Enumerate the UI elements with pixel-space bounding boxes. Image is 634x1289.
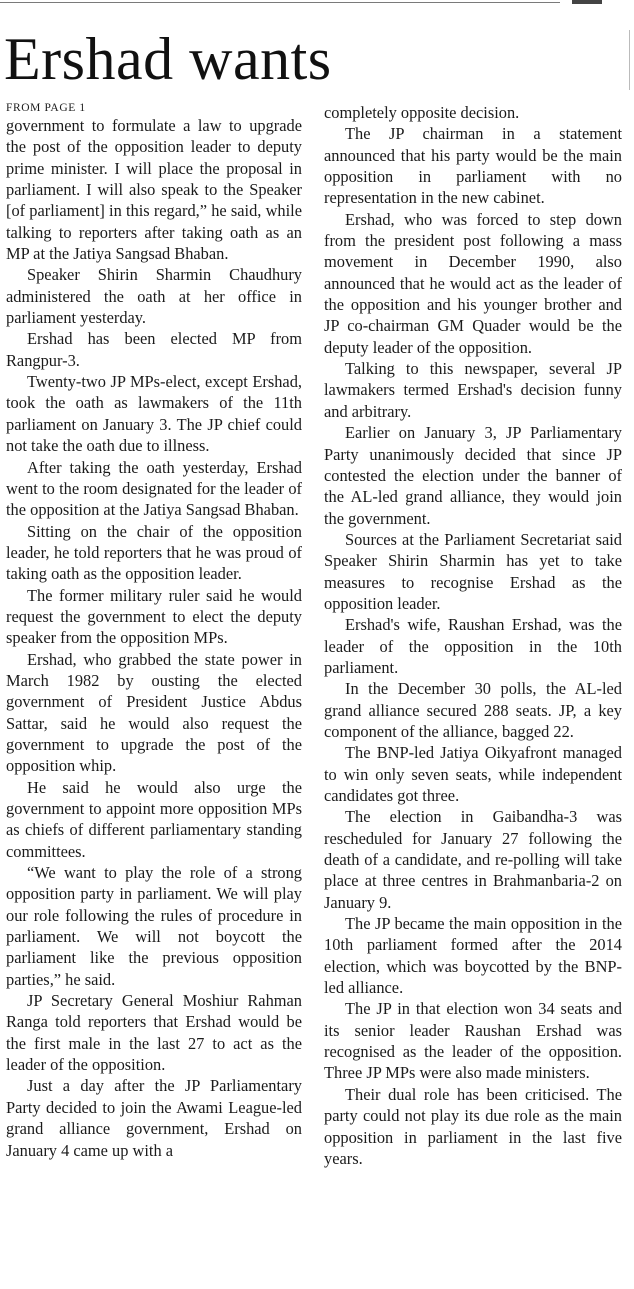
paragraph: Twenty-two JP MPs-elect, except Ershad, took the oath as lawmakers of the 11th parliament on January 3. The JP chief could not take the oath due to illness. [6,372,302,456]
paragraph: The JP became the main opposition in the 10th parliament formed after the 2014 election, which was boycotted by the BNP-led alliance. [324,914,622,998]
paragraph: Sitting on the chair of the opposition leader, he told reporters that he was proud of taking oath as the opposition leader. [6,521,302,584]
paragraph: The BNP-led Jatiya Oikyafront managed to win only seven seats, while independent candidates got three. [324,743,622,805]
paragraph: In the December 30 polls, the AL-led grand alliance secured 288 seats. JP, a key component of the alliance, bagged 22. [324,679,622,741]
paragraph: Talking to this newspaper, several JP lawmakers termed Ershad's decision funny and arbitrary. [324,359,622,421]
paragraph: The JP chairman in a statement announced that his party would be the main opposition in parliament with no representation in the new cabinet. [324,124,622,208]
paragraph: Earlier on January 3, JP Parliamentary Party unanimously decided that since JP contested the election under the banner of the AL-led grand alliance, they would join the government. [324,423,622,528]
adjacent-column-edge [629,30,630,90]
paragraph: The former military ruler said he would request the government to elect the deputy speaker from the opposition MPs. [6,585,302,648]
paragraph: government to formulate a law to upgrade the post of the opposition leader to deputy prime minister. I will place the proposal in parliament. I will also speak to the Speaker [of parliament] in this regard,” he said, while talking to reporters after taking oath as an MP at the Jatiya Sangsad Bhaban. [6,116,302,264]
paragraph: completely opposite decision. [324,103,520,122]
paragraph: He said he would also urge the government to appoint more opposition MPs as chiefs of different parliamentary standing committees. [6,777,302,861]
paragraph: Ershad's wife, Raushan Ershad, was the leader of the opposition in the 10th parliament. [324,615,622,677]
continuation-kicker: FROM PAGE 1 [6,102,86,114]
page-corner-mark [572,0,602,4]
paragraph: The election in Gaibandha-3 was rescheduled for January 27 following the death of a candidate, and re-polling will take place at three centres in Brahmanbaria-2 on January 9. [324,807,622,912]
top-rule [0,2,560,3]
headline: Ershad wants [4,26,332,92]
paragraph: Sources at the Parliament Secretariat said Speaker Shirin Sharmin has yet to take measures to recognise Ershad as the opposition leader. [324,529,622,613]
paragraph: Ershad, who was forced to step down from the president post following a mass movement in December 1990, also announced that he would act as the leader of the opposition and his younger brother and JP co-chairman GM Quader would be the deputy leader of the opposition. [324,209,622,357]
paragraph: JP Secretary General Moshiur Rahman Ranga told reporters that Ershad would be the first male in the last 27 to act as the leader of the opposition. [6,991,302,1075]
article-column-right [324,102,622,1169]
paragraph: Speaker Shirin Sharmin Chaudhury administered the oath at her office in parliament yesterday. [6,265,302,328]
paragraph: Just a day after the JP Parliamentary Party decided to join the Awami League-led grand alliance government, Ershad on January 4 came up with a [6,1076,302,1160]
paragraph: After taking the oath yesterday, Ershad went to the room designated for the leader of the opposition at the Jatiya Sangsad Bhaban. [6,457,302,520]
article-column-left [6,102,302,1161]
paragraph: “We want to play the role of a strong opposition party in parliament. We will play our role following the rules of procedure in parliament. We will not boycott the parliament like the previous opposition parties,” he said. [6,863,302,989]
paragraph: Ershad has been elected MP from Rangpur-3. [6,329,302,370]
paragraph: The JP in that election won 34 seats and its senior leader Raushan Ershad was recognised as the leader of the opposition. Three JP MPs were also made ministers. [324,999,622,1083]
paragraph: Their dual role has been criticised. The party could not play its due role as the main opposition in parliament in the last five years. [324,1084,622,1168]
paragraph: Ershad, who grabbed the state power in March 1982 by ousting the elected government of President Justice Abdus Sattar, said he would also request the government to upgrade the post of the opposition whip. [6,649,302,776]
